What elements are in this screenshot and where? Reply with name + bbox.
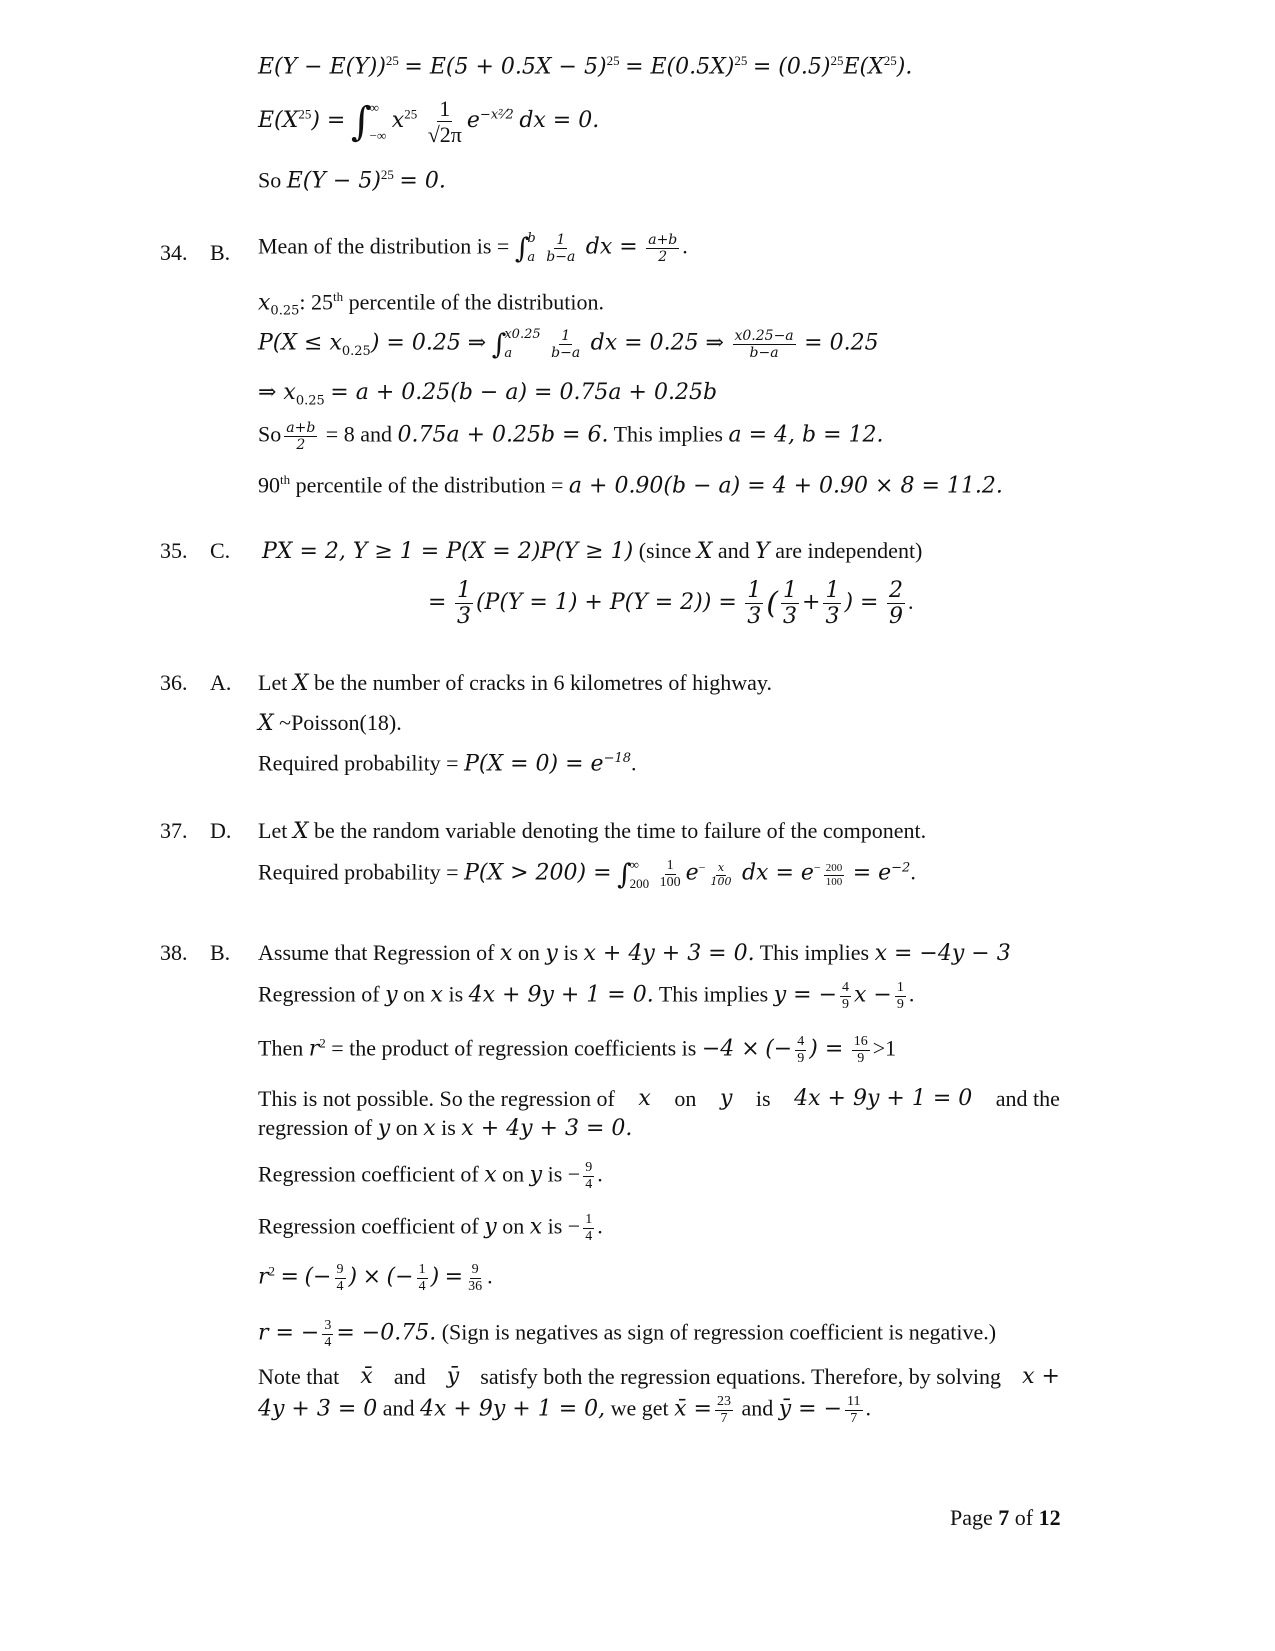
q38-line-1 bbox=[258, 942, 1011, 965]
q35-l2-f2-den: 3 bbox=[747, 604, 762, 630]
q38-l8-close1: ) bbox=[348, 1264, 358, 1290]
q34-line-5 bbox=[258, 420, 883, 453]
q38-l2-x: x bbox=[430, 982, 443, 1008]
q34-l1-frac-num: 1 bbox=[556, 232, 566, 248]
q33-l2-lower: −∞ bbox=[369, 127, 387, 143]
q38-l4-end: and the bbox=[995, 1086, 1060, 1111]
q37-l2-e: e bbox=[685, 860, 699, 886]
q38-l2-f1-den: 9 bbox=[842, 997, 850, 1013]
q33-l1-e: E(X bbox=[843, 54, 884, 80]
q33-l1-c-exp: 25 bbox=[734, 53, 748, 68]
q38-line-11 bbox=[258, 1394, 871, 1427]
q33-l2-x: x bbox=[391, 107, 405, 133]
q38-l2-expr: y = − bbox=[773, 982, 838, 1008]
q38-l3-f2 bbox=[852, 1034, 870, 1067]
q38-l6-f-num: 9 bbox=[583, 1160, 594, 1177]
q38-l6-on: on bbox=[502, 1161, 525, 1187]
q33-l2-x-exp: 25 bbox=[404, 106, 418, 122]
footer-page-label: Page bbox=[950, 1505, 993, 1530]
q38-l3-r-exp: 2 bbox=[319, 1035, 326, 1051]
q35-l2-f5-num: 2 bbox=[888, 578, 903, 603]
q38-line-10 bbox=[258, 1366, 1060, 1388]
q33-l1-d-exp: 25 bbox=[830, 53, 844, 68]
q37-l1-text2: be the random variable denoting the time to failure of the component. bbox=[314, 818, 927, 843]
q38-l8-f3-num: 9 bbox=[470, 1262, 481, 1279]
q38-l9-eq: = −0.75. bbox=[336, 1320, 437, 1346]
q34-l2-var: x bbox=[258, 290, 271, 316]
q36-l2-text: ~Poisson(18). bbox=[279, 710, 402, 735]
q38-l2-f2-den: 9 bbox=[896, 997, 904, 1013]
q38-l11-and1: and bbox=[382, 1395, 415, 1421]
q37-answer: D. bbox=[210, 818, 232, 843]
q35-l2-f5 bbox=[887, 578, 905, 630]
q33-l2-lhs: E(X bbox=[258, 107, 299, 133]
q33-l1-f: ). bbox=[896, 54, 913, 80]
page-footer bbox=[950, 1505, 1061, 1531]
q38-l1-eq: x + 4y + 3 = 0. bbox=[583, 941, 755, 966]
q34-l4-rest: = a + 0.25(b − a) = 0.75a + 0.25b bbox=[330, 380, 718, 405]
q35-l1-expr: PX = 2, Y ≥ 1 = P(X = 2)P(Y ≥ 1) bbox=[262, 539, 634, 564]
q38-l8-eq2: = bbox=[444, 1264, 464, 1290]
q34-l3-lhs: P(X ≤ x bbox=[258, 330, 342, 356]
q38-l11-expr2: 4x + 9y + 1 = 0, bbox=[420, 1396, 606, 1422]
q38-l8-open1: (− bbox=[304, 1264, 332, 1290]
q37-l2-frac-num: 1 bbox=[665, 858, 676, 875]
q33-l1-a: E(Y − E(Y)) bbox=[258, 54, 386, 80]
footer-page-number: 7 bbox=[998, 1505, 1010, 1530]
q38-number: 38. bbox=[160, 940, 188, 965]
q38-line-8 bbox=[258, 1262, 493, 1295]
q38-l2-text1: Regression of bbox=[258, 981, 380, 1007]
q36-l1-text2: be the number of cracks in 6 kilometres of highway. bbox=[314, 670, 772, 695]
q34-l3-lower: a bbox=[504, 345, 513, 361]
q38-l7-f bbox=[583, 1212, 594, 1245]
q37-l2-upper: ∞ bbox=[629, 857, 639, 873]
q38-l1-y: y bbox=[545, 941, 558, 966]
q33-line-3 bbox=[258, 168, 446, 192]
q38-l9-r: r = − bbox=[258, 1320, 320, 1346]
q35-number: 35. bbox=[160, 538, 188, 563]
q33-l2-frac-num: 1 bbox=[439, 96, 451, 121]
footer-total-pages: 12 bbox=[1038, 1505, 1061, 1530]
q35-l2-close: ) = bbox=[844, 589, 879, 615]
q38-l2-is: is bbox=[448, 981, 464, 1007]
q38-l8-f2 bbox=[417, 1262, 428, 1295]
q38-l1-text2: This implies bbox=[759, 940, 870, 965]
q34-number: 34. bbox=[160, 240, 188, 265]
q36-l1-text1: Let bbox=[258, 670, 288, 695]
q38-l3-expr: −4 × bbox=[701, 1036, 760, 1062]
q38-l11-expr1: 4y + 3 = 0 bbox=[258, 1396, 378, 1422]
q38-l8-eq: = bbox=[280, 1264, 299, 1290]
q38-l7-f-den: 4 bbox=[585, 1229, 593, 1245]
q34-line-2 bbox=[258, 290, 604, 318]
q36-l3-expr: P(X = 0) = e bbox=[464, 751, 604, 777]
q38-l11-ybar: ȳ = − bbox=[778, 1396, 843, 1422]
q38-l2-f2 bbox=[895, 980, 906, 1013]
q38-line-5 bbox=[258, 1117, 632, 1140]
q34-l6-expr: a + 0.90(b − a) = 4 + 0.90 × 8 = 11.2. bbox=[568, 473, 1003, 499]
q34-l5-frac-den: 2 bbox=[296, 437, 306, 454]
q38-line-6 bbox=[258, 1160, 603, 1193]
q33-l3-end: = 0. bbox=[399, 168, 446, 194]
q33-l2-upper: ∞ bbox=[369, 99, 379, 115]
q34-l3-integral: ∫ bbox=[491, 327, 507, 361]
q33-l3-so: So bbox=[258, 167, 282, 193]
q34-l3-mid: ) = 0.25 ⇒ bbox=[370, 330, 487, 356]
q38-l5-is: is bbox=[441, 1115, 456, 1140]
q38-l8-f3 bbox=[466, 1262, 484, 1295]
q34-l2-sub: 0.25 bbox=[270, 303, 300, 319]
q38-l3-f1-den: 9 bbox=[797, 1051, 805, 1067]
q37-l2-eq: = e bbox=[852, 860, 892, 886]
q34-l1-limits bbox=[527, 232, 535, 265]
q35-l1-text1: (since bbox=[638, 538, 692, 563]
q33-l3-exp: 25 bbox=[380, 167, 394, 182]
q33-l1-d: = (0.5) bbox=[752, 54, 831, 80]
q38-l6-is: is − bbox=[547, 1161, 581, 1187]
q34-l5-frac-num: a+b bbox=[286, 420, 316, 436]
q33-l2-e: e bbox=[466, 107, 480, 133]
q34-l3-frac bbox=[549, 328, 582, 361]
q34-l1-res bbox=[646, 232, 679, 265]
q37-l2-mid: dx = e bbox=[741, 860, 814, 886]
q35-l2-f4-num: 1 bbox=[825, 578, 840, 603]
q34-l1-text: Mean of the distribution is = bbox=[258, 233, 510, 259]
q34-answer: B. bbox=[210, 240, 231, 265]
q33-l2-frac-den: √2π bbox=[427, 122, 462, 148]
q38-l10-xbar: x̄ bbox=[360, 1364, 373, 1389]
q37-l2-eexp bbox=[708, 862, 733, 888]
q38-l1-text1: Assume that Regression of bbox=[258, 940, 495, 965]
q38-line-9 bbox=[258, 1318, 996, 1351]
q38-l9-f-den: 4 bbox=[324, 1335, 332, 1351]
q38-l8-f1-num: 9 bbox=[335, 1262, 346, 1279]
q35-l1-text2: are independent) bbox=[775, 538, 923, 563]
q38-l9-f bbox=[322, 1318, 333, 1351]
q38-l7-x: x bbox=[529, 1214, 543, 1240]
q34-l2-text: percentile of the distribution. bbox=[348, 289, 604, 315]
q38-l7-end: . bbox=[597, 1213, 603, 1239]
q33-l1-a-exp: 25 bbox=[385, 53, 399, 68]
q33-l2-integral: ∫ bbox=[350, 98, 372, 145]
q38-l3-r: r bbox=[308, 1036, 320, 1062]
footer-of-label: of bbox=[1014, 1505, 1034, 1530]
q34-l3-limits bbox=[504, 328, 540, 361]
q34-l1-upper: b bbox=[527, 231, 536, 247]
q36-answer: A. bbox=[210, 670, 232, 695]
q38-l7-text1: Regression coefficient of bbox=[258, 1213, 479, 1239]
q38-l4-on: on bbox=[674, 1086, 697, 1111]
q36-number: 36. bbox=[160, 670, 188, 695]
q34-l3-frac2 bbox=[733, 328, 796, 361]
q38-l2-f2-num: 1 bbox=[895, 980, 906, 997]
q34-l5-frac bbox=[284, 420, 317, 453]
q38-l3-end: >1 bbox=[872, 1035, 897, 1061]
q36-l3-end: . bbox=[631, 750, 637, 776]
q38-l4-y: y bbox=[719, 1086, 733, 1111]
q38-l2-y: y bbox=[385, 982, 398, 1008]
q38-answer: B. bbox=[210, 940, 231, 965]
q37-number: 37. bbox=[160, 818, 188, 843]
q34-l1-frac-den: b−a bbox=[546, 249, 576, 266]
q38-l11-f1 bbox=[715, 1394, 733, 1427]
q35-l2-f5-den: 9 bbox=[888, 604, 903, 630]
q38-l8-times: × bbox=[362, 1264, 382, 1290]
q38-l8-close2: ) bbox=[430, 1264, 440, 1290]
q38-line-4 bbox=[258, 1088, 1060, 1110]
q34-line-6 bbox=[258, 473, 1003, 497]
q37-l2-limits bbox=[630, 858, 650, 891]
q38-l1-expr: x = −4y − 3 bbox=[874, 941, 1011, 966]
q38-l8-r: r bbox=[258, 1264, 269, 1290]
q38-l3-f1-num: 4 bbox=[795, 1034, 806, 1051]
q37-line-1 bbox=[258, 820, 926, 843]
q34-line-1 bbox=[258, 232, 688, 265]
q34-l1-res-num: a+b bbox=[648, 232, 678, 248]
q34-l2-sup: th bbox=[333, 289, 344, 304]
q34-l4-sub: 0.25 bbox=[295, 393, 325, 409]
q38-l7-f-num: 1 bbox=[583, 1212, 594, 1229]
q38-line-3 bbox=[258, 1034, 896, 1067]
q38-l8-end: . bbox=[487, 1263, 493, 1289]
q33-line-2 bbox=[258, 96, 599, 148]
q38-l8-f1-den: 4 bbox=[336, 1279, 344, 1295]
q36-line-1 bbox=[258, 672, 772, 695]
q37-l2-eexp-den: 100 bbox=[710, 874, 732, 888]
q38-l8-r-exp: 2 bbox=[268, 1263, 276, 1279]
q35-l2-f2-num: 1 bbox=[747, 578, 762, 603]
q38-l2-eq: 4x + 9y + 1 = 0. bbox=[468, 982, 654, 1008]
q35-l2-mid: (P(Y = 1) + P(Y = 2)) = bbox=[475, 589, 737, 615]
q36-l3-text: Required probability = bbox=[258, 750, 459, 776]
q38-l3-f1 bbox=[795, 1034, 806, 1067]
q38-l2-text2: This implies bbox=[658, 981, 769, 1007]
q38-l11-and2: and bbox=[741, 1395, 774, 1421]
q34-line-4 bbox=[258, 381, 717, 407]
q38-l5-y: y bbox=[377, 1116, 391, 1141]
q38-l4-x: x bbox=[638, 1086, 651, 1111]
q38-l11-f1-num: 23 bbox=[715, 1394, 733, 1411]
q33-l2-eq: ) = bbox=[311, 107, 346, 133]
q38-l8-f1 bbox=[335, 1262, 346, 1295]
q36-l1-x: X bbox=[292, 671, 309, 696]
q37-l1-text1: Let bbox=[258, 818, 288, 843]
q33-l1-c: = E(0.5X) bbox=[625, 54, 735, 80]
q37-l2-e2exp-num: 200 bbox=[825, 862, 843, 875]
q36-l3-exp: −18 bbox=[603, 751, 632, 766]
q35-l2-open: ( bbox=[766, 585, 778, 621]
q34-l3-frac2-den: b−a bbox=[749, 345, 779, 362]
q38-l5-x: x bbox=[423, 1116, 436, 1141]
q34-l1-lower: a bbox=[527, 249, 536, 265]
q34-l6-text: percentile of the distribution = bbox=[295, 472, 564, 498]
q34-l6-num: 90 bbox=[258, 472, 280, 498]
q35-l1-and: and bbox=[717, 538, 750, 563]
q34-l3-frac-num: 1 bbox=[561, 328, 571, 344]
q35-l2-f4 bbox=[823, 578, 841, 630]
q33-l2-e-exp: −x²⁄2 bbox=[479, 107, 514, 123]
q37-l2-end: . bbox=[910, 859, 916, 885]
q38-l11-f2 bbox=[845, 1394, 862, 1427]
q37-l2-text: Required probability = bbox=[258, 859, 459, 885]
q34-l2-colon: : bbox=[299, 289, 306, 315]
q38-l9-text: (Sign is negatives as sign of regression coefficient is negative.) bbox=[441, 1319, 997, 1345]
q34-l3-frac-den: b−a bbox=[551, 345, 581, 362]
q38-l5-eq: x + 4y + 3 = 0. bbox=[461, 1116, 633, 1141]
q35-l2-eq: = bbox=[428, 589, 447, 615]
q35-l2-f1 bbox=[455, 578, 473, 630]
q38-l6-f-den: 4 bbox=[585, 1177, 593, 1193]
q38-l10-ybar: ȳ bbox=[446, 1364, 460, 1389]
q38-l4-text: This is not possible. So the regression of bbox=[258, 1086, 615, 1111]
q35-l2-f3 bbox=[781, 578, 799, 630]
q37-l2-frac bbox=[658, 858, 683, 891]
q34-l5-rest2: 0.75a + 0.25b = 6. bbox=[397, 422, 609, 448]
q38-l6-f bbox=[583, 1160, 594, 1193]
q38-l3-f2-den: 9 bbox=[857, 1051, 865, 1067]
q38-l11-xbar: x̄ = bbox=[674, 1396, 712, 1422]
q38-l11-f1-den: 7 bbox=[720, 1411, 728, 1427]
q34-l3-mid2: dx = 0.25 ⇒ bbox=[590, 330, 724, 356]
q34-l6-sup: th bbox=[280, 472, 291, 487]
q38-l5-on: on bbox=[395, 1115, 418, 1140]
q34-l5-rest4: a = 4, b = 12. bbox=[728, 422, 884, 448]
q38-l2-f1 bbox=[840, 980, 851, 1013]
q38-l6-end: . bbox=[597, 1161, 603, 1187]
q38-l3-f2-num: 16 bbox=[852, 1034, 870, 1051]
q38-line-7 bbox=[258, 1212, 603, 1245]
q38-l7-on: on bbox=[502, 1213, 525, 1239]
q38-l10-text1: Note that bbox=[258, 1364, 340, 1389]
q37-l2-integral: ∫ bbox=[617, 857, 632, 891]
q35-l2-f1-num: 1 bbox=[456, 578, 471, 603]
q38-l10-and: and bbox=[393, 1364, 426, 1389]
q38-l3-open: (− bbox=[765, 1036, 793, 1062]
q37-l2-e2exp-den: 100 bbox=[825, 875, 843, 888]
q37-l2-frac-den: 100 bbox=[659, 875, 681, 891]
q38-l11-f2-num: 11 bbox=[845, 1394, 862, 1411]
q38-l3-then: Then bbox=[258, 1035, 304, 1061]
q34-l1-end: . bbox=[682, 233, 688, 259]
q38-l5-text1: regression of bbox=[258, 1115, 373, 1140]
q36-l2-x: X bbox=[258, 711, 274, 736]
q33-l3-expr: E(Y − 5) bbox=[286, 168, 381, 194]
q38-l4-is: is bbox=[755, 1086, 771, 1111]
q38-l2-on: on bbox=[403, 981, 426, 1007]
q34-l3-sub: 0.25 bbox=[341, 344, 371, 360]
q38-l2-f1-num: 4 bbox=[840, 980, 851, 997]
q36-line-3 bbox=[258, 752, 637, 775]
q38-l7-is: is − bbox=[547, 1213, 581, 1239]
q38-l6-text1: Regression coefficient of bbox=[258, 1161, 479, 1187]
q37-l2-expr: P(X > 200) = bbox=[464, 860, 612, 886]
q35-l2-f2 bbox=[745, 578, 763, 630]
q38-l8-f3-den: 36 bbox=[468, 1279, 483, 1295]
q38-l11-text: we get bbox=[610, 1395, 669, 1421]
q33-l2-lhs-exp: 25 bbox=[298, 106, 312, 122]
q37-l2-lower: 200 bbox=[629, 875, 650, 891]
q38-l2-end: . bbox=[908, 981, 915, 1007]
q33-l2-end: dx = 0. bbox=[519, 107, 600, 133]
q35-l1-x: X bbox=[696, 539, 713, 564]
q38-l3-text: = the product of regression coefficients is bbox=[331, 1035, 697, 1061]
q33-l1-b: = E(5 + 0.5X − 5) bbox=[404, 54, 607, 80]
q38-l6-x: x bbox=[484, 1162, 497, 1188]
q38-l7-y: y bbox=[484, 1214, 497, 1240]
q34-l3-frac2-num: x0.25−a bbox=[734, 328, 794, 344]
q34-l5-so: So bbox=[258, 421, 282, 447]
q34-l1-integral: ∫ bbox=[514, 231, 530, 265]
q34-l5-rest1: = 8 and bbox=[325, 421, 392, 447]
q38-l9-f-num: 3 bbox=[322, 1318, 333, 1335]
q38-l10-text2: satisfy both the regression equations. Therefore, by solving bbox=[480, 1364, 1002, 1389]
q38-l1-is: is bbox=[563, 940, 579, 965]
q35-line-1 bbox=[262, 540, 922, 563]
q34-l5-rest3: This implies bbox=[613, 421, 723, 447]
q34-l3-upper: x0.25 bbox=[504, 327, 541, 343]
q38-l6-y: y bbox=[529, 1162, 543, 1188]
q34-l4-lhs: ⇒ x bbox=[258, 380, 296, 405]
q35-line-2 bbox=[428, 578, 913, 630]
q38-l2-mid: x − bbox=[854, 982, 892, 1008]
q37-l2-eexp-num: x bbox=[717, 861, 725, 875]
q38-l10-end: x + bbox=[1022, 1364, 1060, 1389]
q33-l1-b-exp: 25 bbox=[606, 53, 620, 68]
q34-l1-mid: dx = bbox=[585, 234, 638, 260]
q35-l2-f3-num: 1 bbox=[783, 578, 797, 603]
q38-l8-f2-den: 4 bbox=[418, 1279, 426, 1295]
q34-l1-frac bbox=[544, 232, 577, 265]
q38-l11-f2-den: 7 bbox=[850, 1411, 858, 1427]
q33-l2-limits bbox=[370, 101, 387, 144]
q35-l2-end: . bbox=[907, 588, 914, 614]
q34-l2-num: 25 bbox=[311, 289, 333, 315]
q33-l2-frac bbox=[426, 96, 464, 148]
q38-l1-on: on bbox=[517, 940, 540, 965]
q38-l8-open2: (− bbox=[386, 1264, 414, 1290]
q35-answer: C. bbox=[210, 538, 231, 563]
q36-line-2 bbox=[258, 712, 402, 735]
q34-line-3 bbox=[258, 328, 879, 361]
q35-l2-f4-den: 3 bbox=[825, 604, 840, 630]
q37-l2-e2exp bbox=[824, 862, 845, 888]
q35-l2-plus: + bbox=[802, 589, 821, 615]
q38-l11-end: . bbox=[865, 1395, 872, 1421]
q34-l1-res-den: 2 bbox=[658, 249, 668, 266]
q38-line-2 bbox=[258, 980, 914, 1013]
q38-l1-x: x bbox=[499, 941, 513, 966]
q35-l1-y: Y bbox=[755, 539, 770, 564]
q37-line-2: Required probability = P(X > 200) = ∫ ∞ 200 $\frac{1}{100}$ e− $\frac{x}{100}$ dx = e− $\frac{200}{100}$ = $e^{-2}$. bbox=[258, 857, 916, 891]
q33-line-1 bbox=[258, 54, 912, 78]
q35-l2-f3-den: 3 bbox=[783, 604, 797, 630]
q34-l3-end: = 0.25 bbox=[804, 330, 879, 356]
q38-l4-eq: 4x + 9y + 1 = 0 bbox=[794, 1086, 973, 1111]
q35-l2-f1-den: 3 bbox=[456, 604, 471, 630]
q38-l8-f2-num: 1 bbox=[417, 1262, 428, 1279]
q37-l1-x: X bbox=[292, 819, 309, 844]
q33-l1-e-exp: 25 bbox=[883, 53, 897, 68]
q37-l2-e3exp: −2 bbox=[891, 860, 911, 876]
q38-l3-close: ) = bbox=[809, 1036, 844, 1062]
